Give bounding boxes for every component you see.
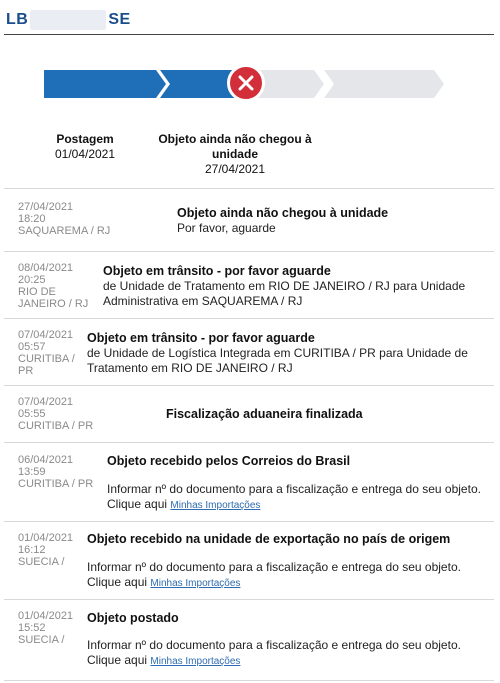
- event-item: [4, 599, 494, 675]
- event-description-text: Informar nº do documento para a fiscalização e entrega do seu objeto.: [87, 638, 461, 652]
- event-place: SAQUAREMA / RJ: [18, 225, 111, 237]
- event-item: [4, 385, 494, 442]
- progress-stage-1: [44, 70, 166, 98]
- event-description-text: Informar nº do documento para a fiscalização e entrega do seu objeto.: [87, 560, 461, 574]
- failed-step-badge: [227, 64, 265, 102]
- event-item: [4, 521, 494, 599]
- event-date: 27/04/2021: [18, 201, 74, 213]
- summary-status-label: Objeto ainda não chegou à unidade: [158, 132, 312, 161]
- event-time: 05:57: [18, 341, 46, 353]
- event-date-block: [18, 610, 73, 646]
- header: [0, 0, 500, 36]
- tracking-code-suffix: SE: [108, 11, 131, 28]
- event-click-label: Clique aqui: [107, 497, 168, 511]
- event-time: 16:12: [18, 544, 46, 556]
- progress-stage-4: [324, 70, 444, 98]
- event-description: de Unidade de Tratamento em RIO DE JANEIRO / RJ para Unidade Administrativa em SAQUAREMA / RJ: [103, 279, 466, 308]
- event-date: 01/04/2021: [18, 532, 74, 544]
- event-title: Objeto recebido pelos Correios do Brasil: [107, 454, 351, 468]
- event-title: Fiscalização aduaneira finalizada: [166, 407, 363, 421]
- imports-link[interactable]: Minhas Importações: [150, 656, 241, 667]
- tracking-code-prefix: LB: [6, 11, 29, 28]
- event-link-row: [87, 653, 461, 669]
- event-time: 13:59: [18, 466, 46, 478]
- event-click-label: Clique aqui: [87, 575, 148, 589]
- tracking-code: [6, 10, 131, 30]
- event-description-text: Informar nº do documento para a fiscalização e entrega do seu objeto.: [107, 482, 481, 496]
- event-title: Objeto em trânsito - por favor aguarde: [103, 264, 331, 278]
- event-description: [87, 638, 461, 669]
- event-click-label: Clique aqui: [87, 653, 148, 667]
- event-date: 08/04/2021: [18, 262, 74, 274]
- event-place: SUECIA /: [18, 556, 65, 568]
- event-place: CURITIBA / PR: [18, 420, 94, 432]
- event-title: Objeto recebido na unidade de exportação no país de origem: [87, 532, 451, 546]
- event-description: [107, 482, 481, 513]
- imports-link[interactable]: Minhas Importações: [150, 578, 241, 589]
- event-item: [4, 188, 494, 251]
- event-date: 01/04/2021: [18, 610, 74, 622]
- event-date-block: [18, 329, 83, 377]
- event-date-block: [18, 262, 90, 310]
- event-item: [4, 251, 494, 318]
- event-description: [87, 560, 461, 591]
- event-time: 20:25: [18, 274, 46, 286]
- event-link-row: [87, 575, 461, 591]
- event-title: Objeto ainda não chegou à unidade: [177, 206, 389, 220]
- event-item: [4, 318, 494, 385]
- event-description: de Unidade de Logística Integrada em CURITIBA / PR para Unidade de Tratamento em RIO DE JANEIRO / RJ: [87, 346, 468, 375]
- event-title: Objeto postado: [87, 611, 179, 625]
- tracking-code-redacted: [30, 10, 106, 30]
- list-bottom-divider: [4, 680, 494, 681]
- event-time: 15:52: [18, 622, 46, 634]
- event-date-block: [18, 396, 93, 432]
- progress-bar: [44, 70, 444, 98]
- event-link-row: [107, 497, 481, 513]
- imports-link[interactable]: Minhas Importações: [170, 500, 261, 511]
- event-time: 18:20: [18, 213, 46, 225]
- header-divider: [4, 34, 494, 35]
- event-date: 06/04/2021: [18, 454, 74, 466]
- summary-status: [155, 132, 315, 177]
- event-time: 05:55: [18, 408, 46, 420]
- close-icon: [238, 75, 254, 91]
- event-title: Objeto em trânsito - por favor aguarde: [87, 331, 315, 345]
- event-place: SUECIA /: [18, 634, 65, 646]
- summary-posting: [40, 132, 130, 162]
- events-list: [4, 188, 494, 675]
- summary-status-date: 27/04/2021: [204, 162, 266, 176]
- event-item: [4, 442, 494, 521]
- event-date-block: [18, 454, 93, 490]
- event-place: CURITIBA / PR: [18, 353, 75, 377]
- summary-posting-label: Postagem: [56, 132, 114, 146]
- event-date: 07/04/2021: [18, 396, 74, 408]
- event-date-block: [18, 532, 73, 568]
- event-place: RIO DE JANEIRO / RJ: [18, 286, 89, 310]
- event-date: 07/04/2021: [18, 329, 74, 341]
- event-place: CURITIBA / PR: [18, 478, 94, 490]
- summary-posting-date: 01/04/2021: [54, 147, 116, 161]
- event-date-block: [18, 201, 110, 237]
- event-description: Por favor, aguarde: [177, 221, 276, 235]
